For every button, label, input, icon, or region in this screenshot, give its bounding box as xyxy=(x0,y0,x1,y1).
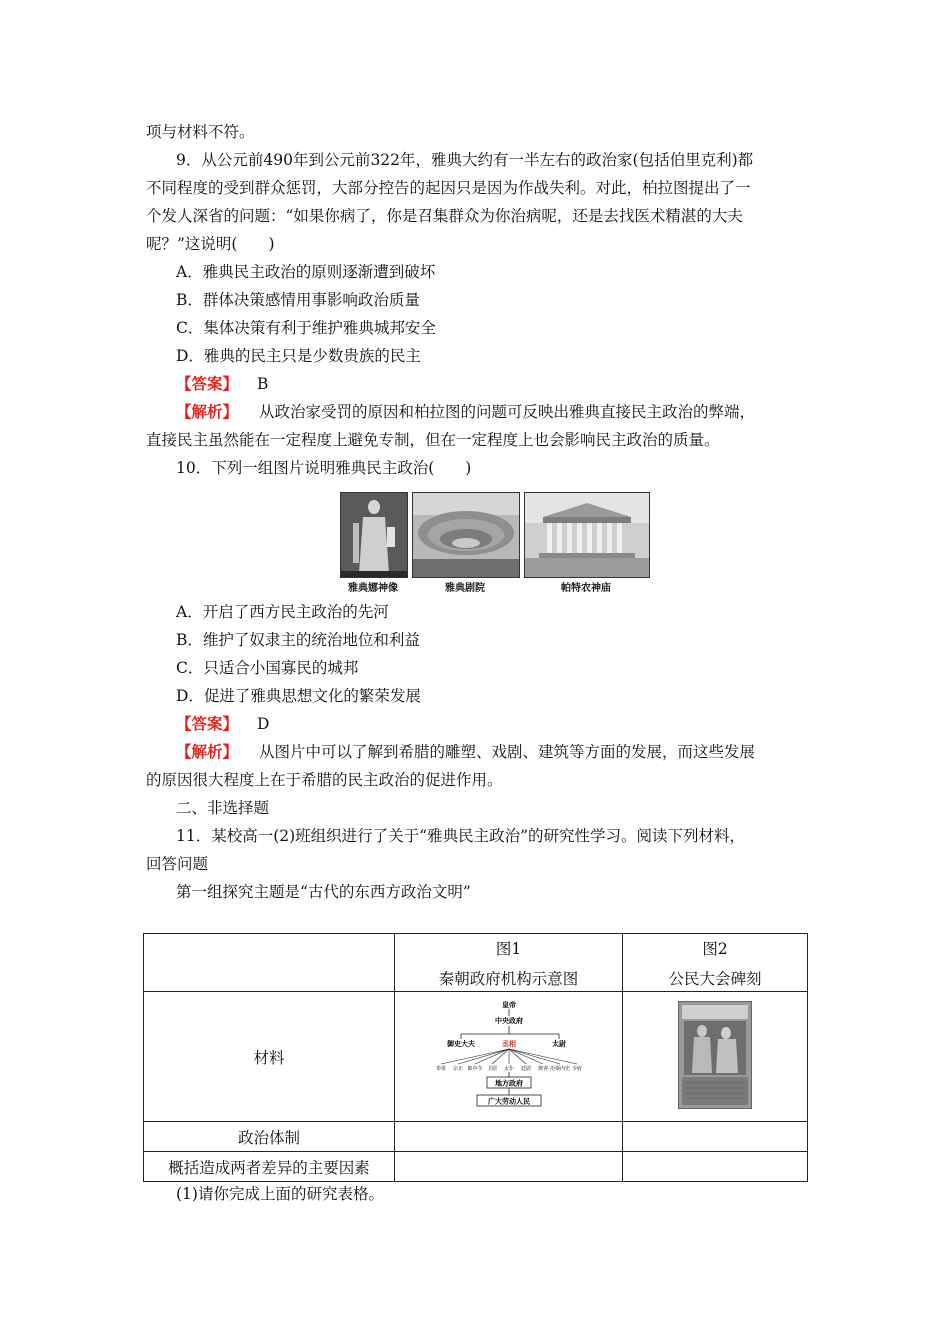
q9-option-d: D．雅典的民主只是少数贵族的民主 xyxy=(176,347,421,365)
q10-option-d: D．促进了雅典思想文化的繁荣发展 xyxy=(176,687,421,705)
q9-answer-line xyxy=(176,374,268,394)
fig1-title: 图1 xyxy=(495,939,522,958)
q9-option-a: A．雅典民主政治的原则逐渐遭到破坏 xyxy=(176,263,436,281)
theater-photo xyxy=(412,492,520,578)
q10-analysis-line xyxy=(176,742,755,762)
tree-minister: 宗正 xyxy=(452,1065,463,1072)
analysis-tag: 【解析】 xyxy=(176,742,239,761)
tree-minister: 太仆 xyxy=(503,1065,514,1072)
fig1-header xyxy=(395,934,623,992)
text-line: 项与材料不符。 xyxy=(146,123,255,141)
tree-minister: 奉常 xyxy=(435,1065,446,1072)
q9-option-c: C．集体决策有利于维护雅典城邦安全 xyxy=(176,319,436,337)
tree-node-chancellor: 丞相 xyxy=(501,1039,516,1048)
fig2-image-cell xyxy=(623,992,808,1122)
tree-minister: 廷尉 xyxy=(520,1065,531,1072)
answer-tag: 【答案】 xyxy=(176,374,239,393)
fig2-title: 图2 xyxy=(702,939,728,958)
question-9-stem: 9．从公元前490年到公元前322年，雅典大约有一半左右的政治家(包括伯里克利)都 xyxy=(176,151,754,169)
text-line: 不同程度的受到群众惩罚，大部分控告的起因只是因为作战失利。对此，柏拉图提出了一 xyxy=(146,179,751,197)
fig2-caption: 公民大会碑刻 xyxy=(668,969,762,988)
fig1-system-cell[interactable] xyxy=(395,1122,623,1152)
answer-tag: 【答案】 xyxy=(176,714,239,733)
photo-caption-3: 帕特农神庙 xyxy=(561,583,611,594)
tree-node-commandant: 太尉 xyxy=(551,1039,566,1048)
tree-node-censor: 御史大夫 xyxy=(446,1039,475,1048)
tree-minister: 少府 xyxy=(571,1065,582,1072)
tree-node-emperor: 皇帝 xyxy=(501,1000,516,1009)
fig2-system-cell[interactable] xyxy=(623,1122,808,1152)
fig1-caption: 秦朝政府机构示意图 xyxy=(438,969,579,988)
text-line: 呢？”这说明( ) xyxy=(146,235,275,253)
question-11-stem: 11．某校高一(2)班组织进行了关于“雅典民主政治”的研究性学习。阅读下列材料， xyxy=(176,827,746,845)
q9-analysis: 从政治家受罚的原因和柏拉图的问题可反映出雅典直接民主政治的弊端， xyxy=(258,403,755,421)
qin-government-diagram xyxy=(429,998,589,1112)
q10-option-b: B．维护了奴隶主的统治地位和利益 xyxy=(176,631,420,649)
photo-caption-2: 雅典剧院 xyxy=(445,583,485,594)
row-label-material: 材料 xyxy=(144,992,395,1122)
section-heading: 二、非选择题 xyxy=(176,799,270,817)
q10-option-c: C．只适合小国寡民的城邦 xyxy=(176,659,359,677)
tree-node-people: 广大劳动人民 xyxy=(487,1097,530,1105)
tree-minister: 典客 xyxy=(537,1065,548,1072)
tree-minister: 郎中令 xyxy=(466,1065,483,1072)
photo-caption-1: 雅典娜神像 xyxy=(348,583,398,594)
research-table xyxy=(143,933,808,1182)
athena-statue-photo xyxy=(340,492,408,578)
row-label-system: 政治体制 xyxy=(144,1122,395,1152)
text-line: 回答问题 xyxy=(146,855,209,873)
parthenon-photo xyxy=(524,492,650,578)
tree-node-local: 地方政府 xyxy=(494,1079,523,1087)
question-10-stem: 10．下列一组图片说明雅典民主政治( ) xyxy=(176,459,472,477)
analysis-tag: 【解析】 xyxy=(176,402,239,421)
q9-analysis-cont: 直接民主虽然能在一定程度上避免专制，但在一定程度上也会影响民主政治的质量。 xyxy=(146,431,720,449)
tree-minister: 卫尉 xyxy=(486,1065,497,1072)
table-corner-cell xyxy=(144,934,395,992)
q10-analysis-cont: 的原因很大程度上在于希腊的民主政治的促进作用。 xyxy=(146,771,503,789)
tree-minister: 治粟内史 xyxy=(549,1065,570,1072)
text-line: 第一组探究主题是“古代的东西方政治文明” xyxy=(176,883,471,901)
q11-subquestion-1: (1)请你完成上面的研究表格。 xyxy=(176,1185,384,1203)
q10-analysis: 从图片中可以了解到希腊的雕塑、戏剧、建筑等方面的发展，而这些发展 xyxy=(258,743,755,761)
tree-node-central: 中央政府 xyxy=(494,1016,523,1025)
fig1-factors-cell[interactable] xyxy=(395,1152,623,1182)
photo-group xyxy=(340,492,650,592)
fig2-header xyxy=(623,934,808,992)
fig2-factors-cell[interactable] xyxy=(623,1152,808,1182)
tree-ministers xyxy=(435,1065,581,1072)
q10-option-a: A．开启了西方民主政治的先河 xyxy=(176,603,389,621)
row-label-factors: 概括造成两者差异的主要因素 xyxy=(144,1152,395,1182)
text-line: 个发人深省的问题：“如果你病了，你是召集群众为你治病呢，还是去找医术精湛的大夫 xyxy=(146,207,743,225)
q9-analysis-line xyxy=(176,402,755,422)
q9-option-b: B．群体决策感情用事影响政治质量 xyxy=(176,291,420,309)
q9-answer: B xyxy=(256,375,269,393)
q10-answer-line xyxy=(176,714,269,734)
q10-answer: D xyxy=(256,715,270,733)
inscription-relief-image xyxy=(678,1001,752,1109)
fig1-diagram-cell xyxy=(395,992,623,1122)
